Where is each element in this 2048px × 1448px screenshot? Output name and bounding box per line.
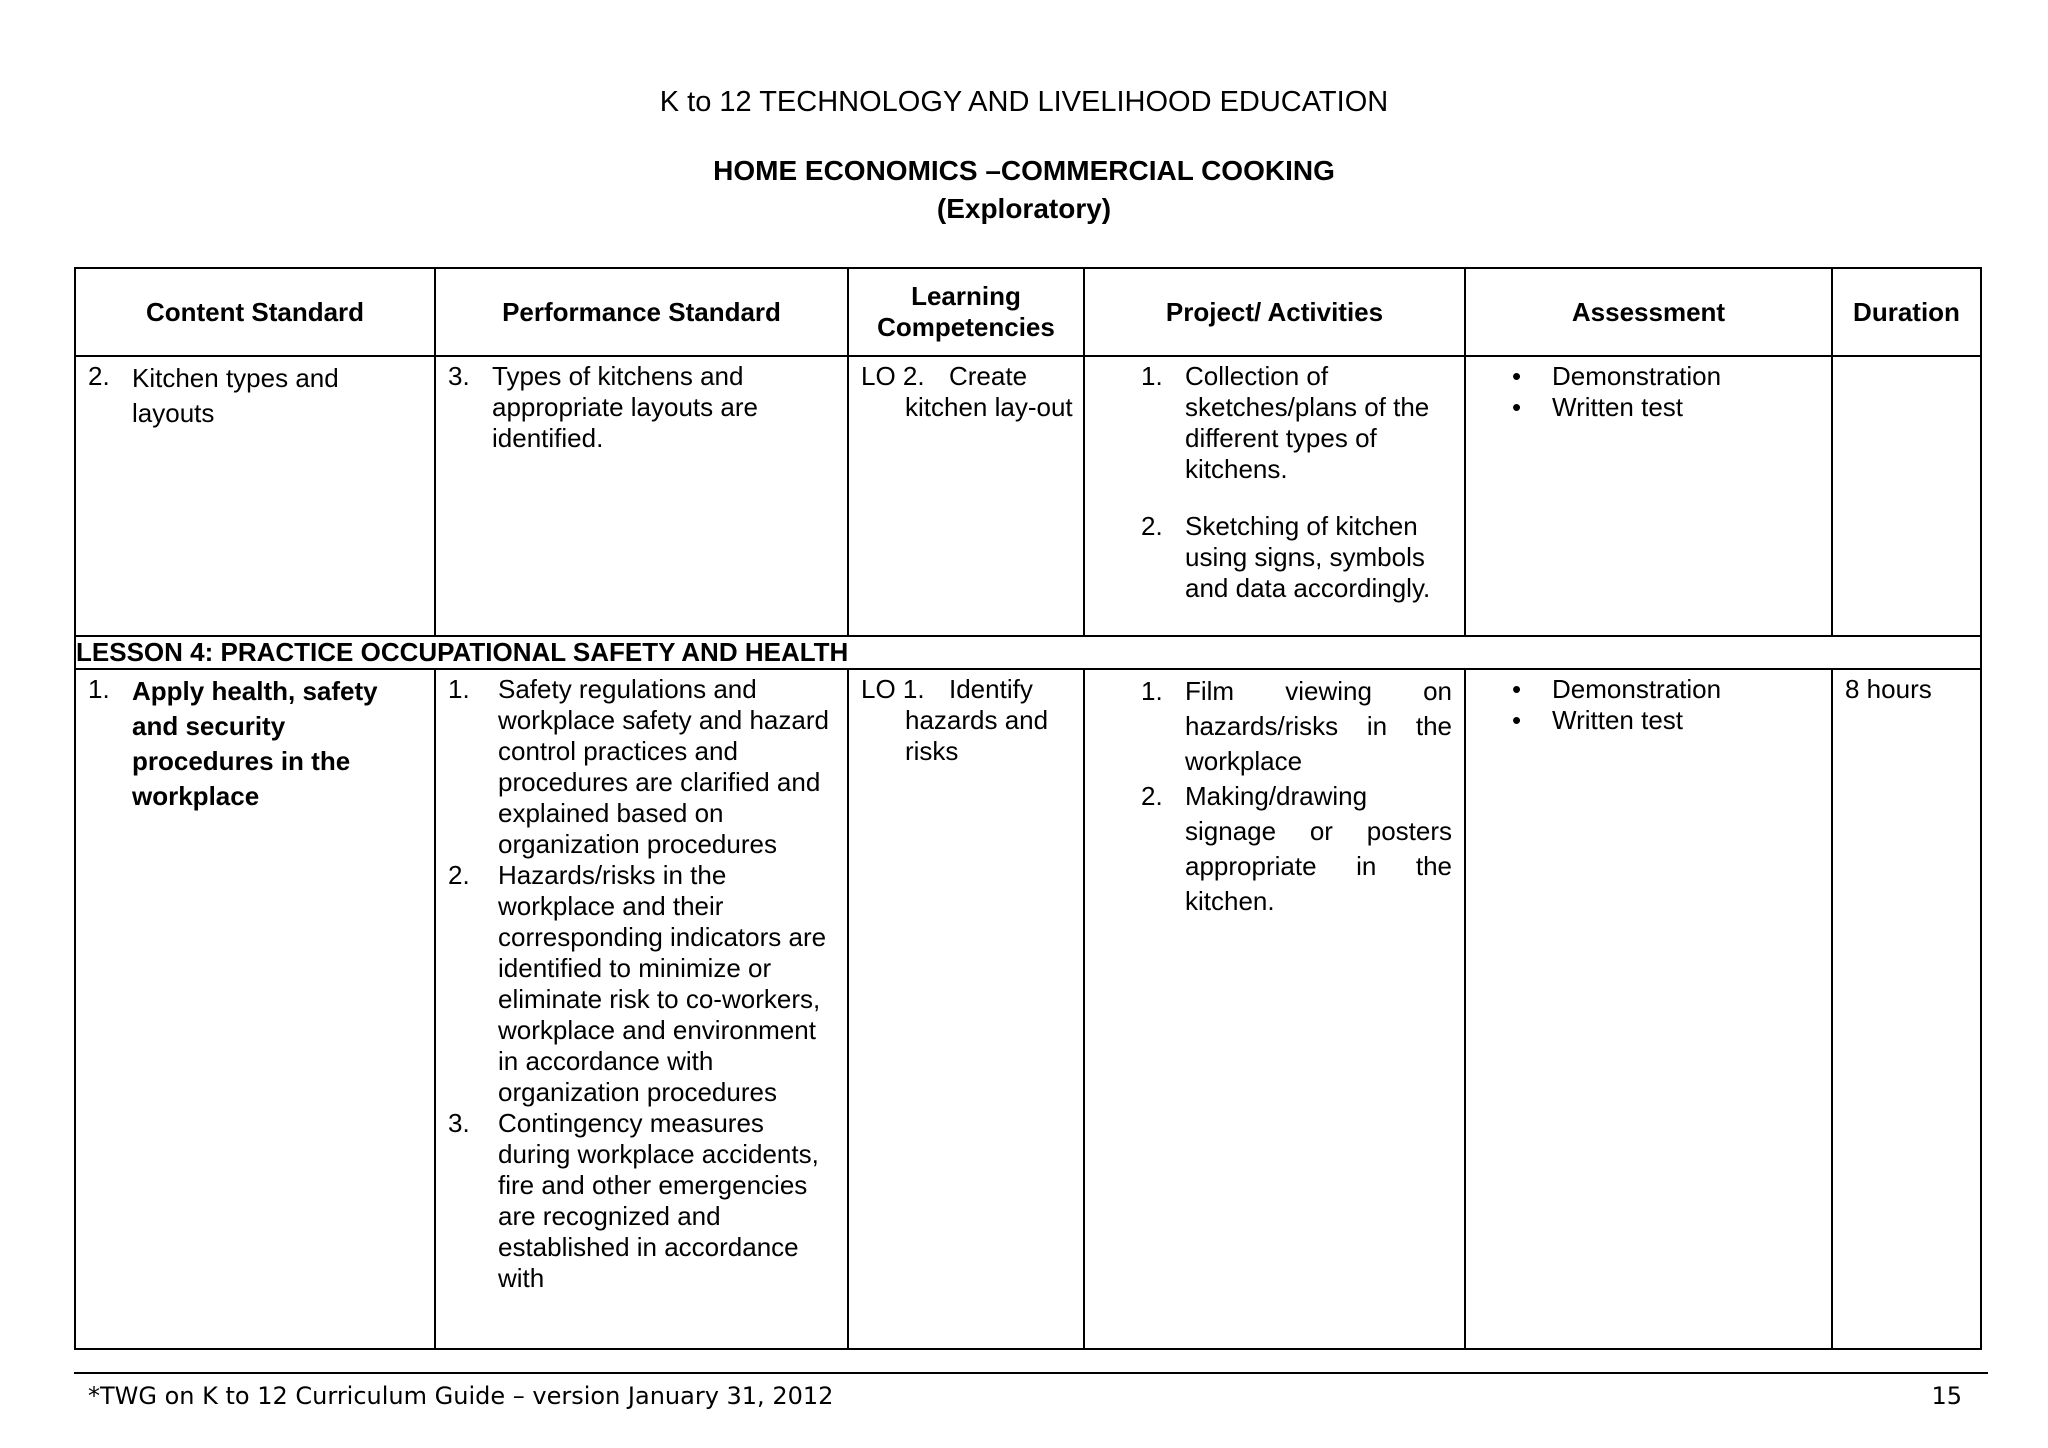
cell-assessment	[1465, 669, 1832, 1349]
page-title: K to 12 TECHNOLOGY AND LIVELIHOOD EDUCATION	[659, 86, 1389, 118]
competency-item: LO 2. Create kitchen lay-out	[861, 361, 1073, 422]
list-item: 2. Hazards/risks in the workplace and their corresponding indicators are identified to minimize or eliminate risk to co-workers, workplace and environment in accordance with organization procedures	[448, 860, 827, 1107]
table-header-row	[75, 268, 1981, 356]
list-item: • Demonstration	[1506, 361, 1821, 392]
col-header-duration: Duration	[1832, 268, 1981, 356]
cell-content-standard	[75, 356, 435, 636]
list-item: • Written test	[1506, 392, 1821, 423]
list-item: 3. Contingency measures during workplace accidents, fire and other emergencies are recognized and established in accordance with	[448, 1108, 819, 1293]
col-header-project-activities: Project/ Activities	[1084, 268, 1465, 356]
cell-project-activities	[1084, 669, 1465, 1349]
list-item: 2. Kitchen types and layouts	[88, 361, 339, 428]
col-header-content-standard: Content Standard	[75, 268, 435, 356]
cell-project-activities	[1084, 356, 1465, 636]
col-header-learning-competencies: Learning Competencies	[848, 268, 1084, 356]
lesson-heading-row	[75, 636, 1981, 669]
list-item: • Demonstration	[1506, 674, 1821, 705]
footer-caption: *TWG on K to 12 Curriculum Guide – version January 31, 2012	[88, 1382, 834, 1410]
cell-duration: 8 hours	[1832, 669, 1981, 1349]
curriculum-table	[74, 267, 1982, 1350]
subtitle-line-1: HOME ECONOMICS –COMMERCIAL COOKING	[713, 155, 1335, 186]
col-header-performance-standard: Performance Standard	[435, 268, 848, 356]
list-item: 2. Making/drawing signage or posters appropriate in the kitchen.	[1141, 781, 1452, 916]
list-item: 1. Safety regulations and workplace safety and hazard control practices and procedures are clarified and explained based on organization procedures	[448, 674, 829, 859]
cell-content-standard	[75, 669, 435, 1349]
cell-duration	[1832, 356, 1981, 636]
list-item: • Written test	[1506, 705, 1821, 736]
table-row	[75, 356, 1981, 636]
list-item: 2. Sketching of kitchen using signs, symbols and data accordingly.	[1141, 511, 1431, 603]
subtitle-line-2: (Exploratory)	[936, 193, 1112, 224]
list-item: 1. Apply health, safety and security procedures in the workplace	[88, 674, 378, 811]
page-subtitle	[0, 152, 2048, 228]
list-item: 1. Collection of sketches/plans of the different types of kitchens.	[1141, 361, 1430, 484]
page-number: 15	[1931, 1382, 1962, 1410]
competency-item: LO 1. Identify hazards and risks	[861, 674, 1049, 766]
list-item: 1. Film viewing on hazards/risks in the workplace	[1141, 676, 1452, 776]
col-header-assessment: Assessment	[1465, 268, 1832, 356]
cell-learning-competency	[848, 669, 1084, 1349]
lesson-heading: LESSON 4: PRACTICE OCCUPATIONAL SAFETY AND HEALTH	[75, 636, 1981, 669]
footer-divider	[74, 1372, 1988, 1374]
table-row	[75, 669, 1981, 1349]
cell-assessment	[1465, 356, 1832, 636]
cell-performance-standard	[435, 669, 848, 1349]
cell-learning-competency	[848, 356, 1084, 636]
cell-performance-standard	[435, 356, 848, 636]
list-item: 3. Types of kitchens and appropriate layouts are identified.	[448, 361, 758, 453]
